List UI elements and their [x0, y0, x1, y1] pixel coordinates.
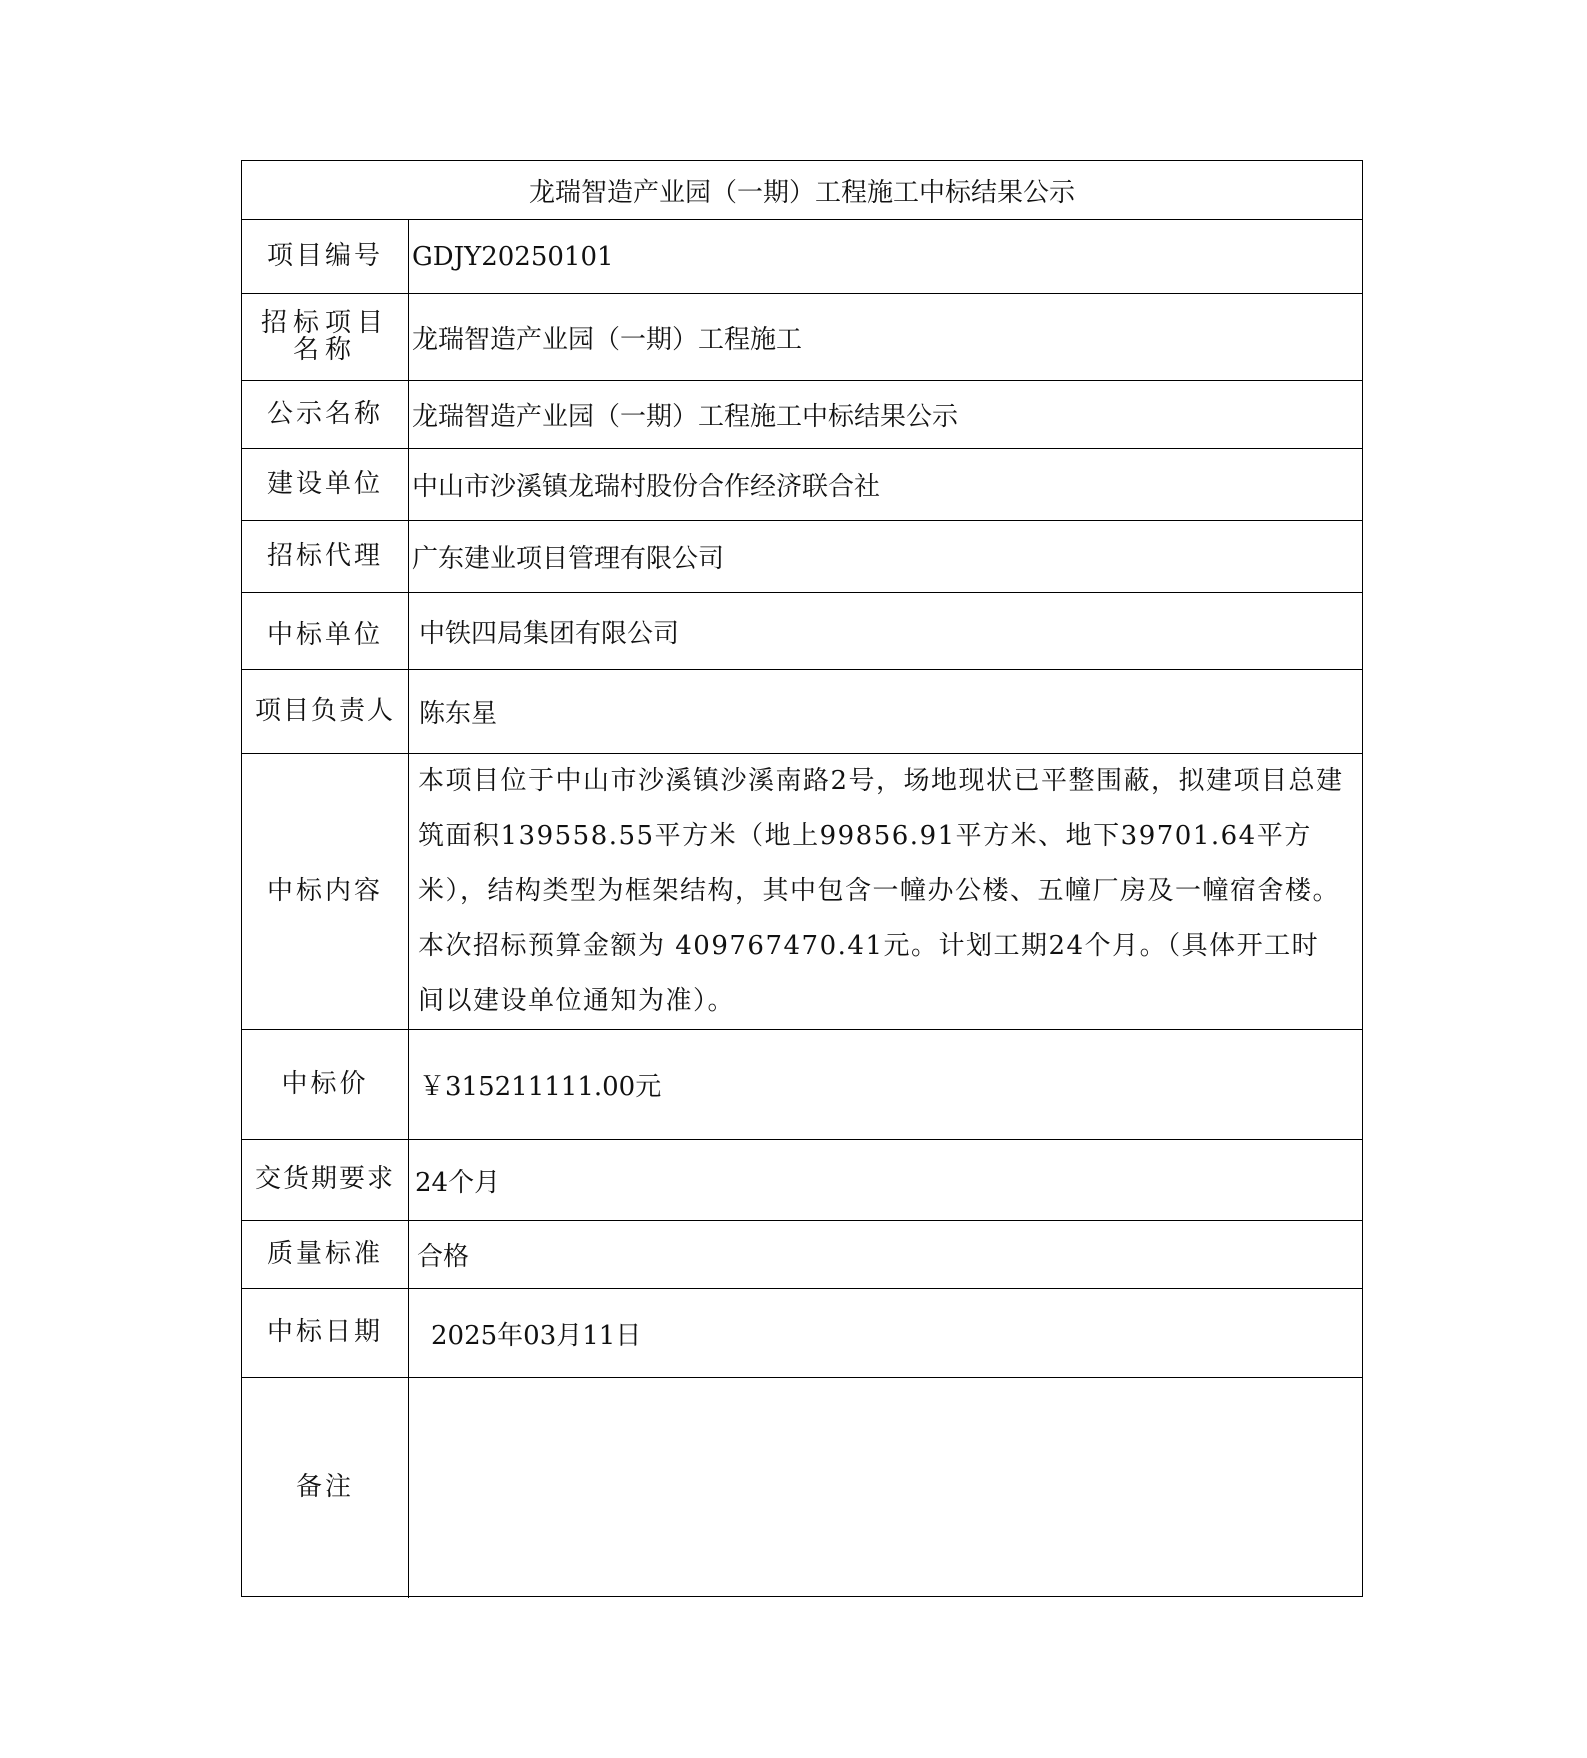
- label-quality-standard: 质量标准: [242, 1221, 409, 1288]
- label-notice-name: 公示名称: [242, 381, 409, 448]
- label-tender-agent: 招标代理: [242, 521, 409, 592]
- row-bid-price: [242, 1029, 1362, 1139]
- value-bid-content-cell: [409, 754, 1362, 1029]
- row-remarks: [242, 1377, 1362, 1598]
- label-project-number: 项目编号: [242, 220, 409, 293]
- value-bid-content: 本项目位于中山市沙溪镇沙溪南路2号，场地现状已平整围蔽，拟建项目总建筑面积139558.55平方米（地上99856.91平方米、地下39701.64平方米），结构类型为框架结构，其中包含一幢办公楼、五幢厂房及一幢宿舍楼。本次招标预算金额为 409767470.41元。计划工期24个月。（具体开工时间以建设单位通知为准）。: [418, 766, 1344, 1016]
- value-notice-name: 龙瑞智造产业园（一期）工程施工中标结果公示: [412, 402, 959, 432]
- value-project-number: GDJY20250101: [412, 241, 614, 272]
- row-project-number: [242, 219, 1362, 293]
- row-tender-agent: [242, 520, 1362, 592]
- row-construction-unit: [242, 448, 1362, 520]
- row-tender-project-name: [242, 293, 1362, 380]
- label-winning-unit: 中标单位: [242, 593, 409, 669]
- row-bid-date: [242, 1288, 1362, 1377]
- label-bid-price: 中标价: [242, 1030, 409, 1139]
- table-title-row: [242, 161, 1362, 219]
- value-project-manager: 陈东星: [419, 699, 498, 729]
- label-bid-date: 中标日期: [242, 1289, 409, 1377]
- value-tender-agent: 广东建业项目管理有限公司: [412, 544, 725, 574]
- value-construction-unit: 中山市沙溪镇龙瑞村股份合作经济联合社: [412, 472, 881, 502]
- label-delivery-period: 交货期要求: [242, 1140, 409, 1220]
- label-remarks: 备注: [242, 1378, 409, 1598]
- value-bid-date: 2025年03月11日: [431, 1320, 642, 1351]
- label-project-manager: 项目负责人: [242, 670, 409, 753]
- label-bid-content: 中标内容: [242, 754, 409, 1029]
- value-tender-project-name: 龙瑞智造产业园（一期）工程施工: [412, 324, 803, 355]
- row-bid-content: [242, 753, 1362, 1029]
- label-construction-unit: 建设单位: [242, 449, 409, 520]
- document-title: 龙瑞智造产业园（一期）工程施工中标结果公示: [528, 177, 1075, 208]
- value-winning-unit: 中铁四局集团有限公司: [419, 619, 680, 649]
- value-remarks: [409, 1378, 1362, 1598]
- bid-result-table: [241, 160, 1363, 1597]
- value-bid-price: ￥315211111.00元: [419, 1072, 662, 1102]
- row-project-manager: [242, 669, 1362, 753]
- row-winning-unit: [242, 592, 1362, 669]
- row-delivery-period: [242, 1139, 1362, 1220]
- label-tender-project-name: 招标项目名称: [242, 294, 409, 380]
- row-notice-name: [242, 380, 1362, 448]
- value-quality-standard: 合格: [417, 1242, 470, 1272]
- row-quality-standard: [242, 1220, 1362, 1288]
- value-delivery-period: 24个月: [415, 1167, 501, 1198]
